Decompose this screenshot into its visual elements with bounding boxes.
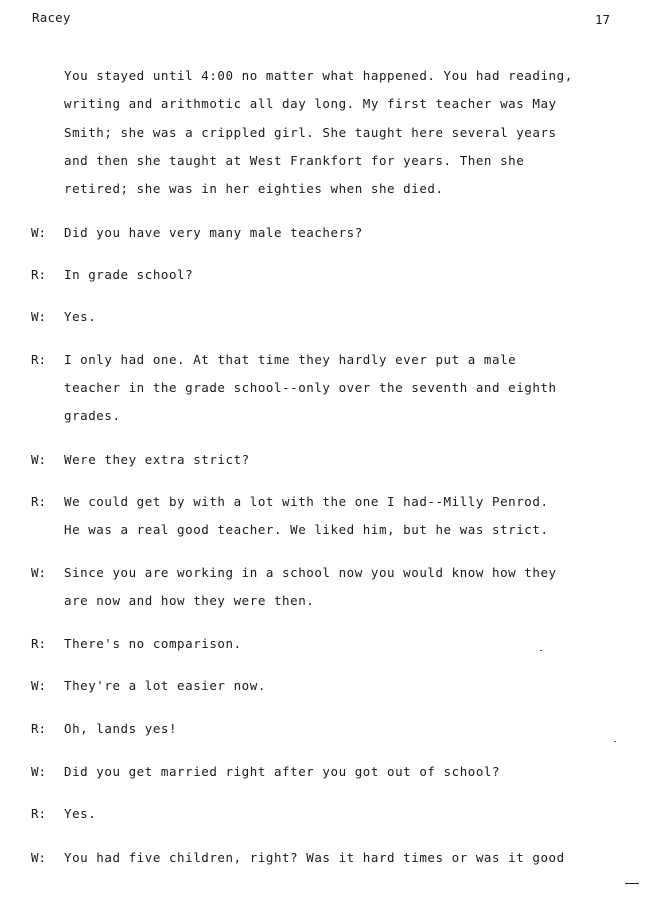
- speaker-label: R:: [31, 352, 47, 367]
- speaker-label: W:: [31, 452, 47, 467]
- speaker-label: W:: [31, 850, 47, 865]
- utterance-line: are now and how they were then.: [64, 593, 315, 608]
- continuation-line: Smith; she was a crippled girl. She taught here several years: [64, 125, 557, 140]
- continuation-line: writing and arithmotic all day long. My first teacher was May: [64, 96, 557, 111]
- utterance-line: Since you are working in a school now you would know how they: [64, 565, 557, 580]
- continuation-line: retired; she was in her eighties when she died.: [64, 181, 444, 196]
- utterance-line: Did you have very many male teachers?: [64, 225, 363, 240]
- speaker-label: R:: [31, 494, 47, 509]
- header-interviewee-name: Racey: [32, 10, 71, 25]
- utterance-line: He was a real good teacher. We liked him, but he was strict.: [64, 522, 549, 537]
- speaker-label: R:: [31, 267, 47, 282]
- continuation-line: You stayed until 4:00 no matter what happened. You had reading,: [64, 68, 573, 83]
- page-number: 17: [595, 12, 611, 27]
- scan-edge-mark: [625, 883, 639, 884]
- speaker-label: W:: [31, 309, 47, 324]
- speaker-label: W:: [31, 764, 47, 779]
- utterance-line: They're a lot easier now.: [64, 678, 266, 693]
- utterance-line: There's no comparison.: [64, 636, 242, 651]
- utterance-line: I only had one. At that time they hardly ever put a male: [64, 352, 517, 367]
- speaker-label: W:: [31, 225, 47, 240]
- speaker-label: W:: [31, 565, 47, 580]
- scan-speck: [540, 650, 542, 651]
- utterance-line: teacher in the grade school--only over the seventh and eighth: [64, 380, 557, 395]
- utterance-line: In grade school?: [64, 267, 194, 282]
- speaker-label: W:: [31, 678, 47, 693]
- utterance-line: Were they extra strict?: [64, 452, 250, 467]
- continuation-line: and then she taught at West Frankfort for years. Then she: [64, 153, 525, 168]
- scan-speck: [614, 741, 616, 742]
- speaker-label: R:: [31, 806, 47, 821]
- speaker-label: R:: [31, 636, 47, 651]
- utterance-line: Did you get married right after you got out of school?: [64, 764, 501, 779]
- utterance-line: We could get by with a lot with the one I had--Milly Penrod.: [64, 494, 549, 509]
- utterance-line: Yes.: [64, 806, 97, 821]
- utterance-line: grades.: [64, 408, 121, 423]
- utterance-line: You had five children, right? Was it hard times or was it good: [64, 850, 565, 865]
- speaker-label: R:: [31, 721, 47, 736]
- utterance-line: Oh, lands yes!: [64, 721, 178, 736]
- utterance-line: Yes.: [64, 309, 97, 324]
